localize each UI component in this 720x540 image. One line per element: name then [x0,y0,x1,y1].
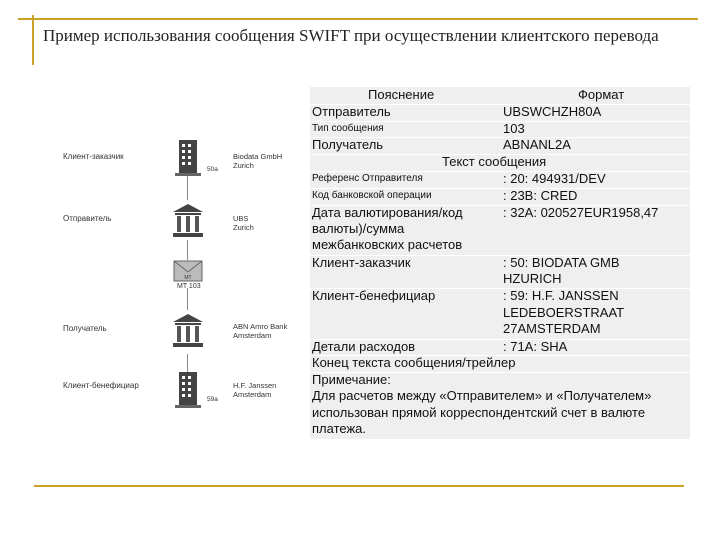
charges-value: : 71A: SHA [503,339,568,354]
bank-receiver: ABN Amro Bank Amsterdam [233,322,288,340]
note-label: Примечание: [312,372,391,387]
date-value: : 32A: 020527EUR1958,47 [503,205,659,220]
message-type-label: MT 103 [177,283,201,290]
receiver-value: ABNANL2A [503,137,571,152]
connector-line [187,176,188,200]
ref-value: : 20: 494931/DEV [503,171,606,186]
header-format: Формат [578,87,625,102]
bank-sender: UBS Zurich [233,214,254,232]
sender-value: UBSWCHZH80A [503,104,602,119]
benef-value: 27AMSTERDAM [503,321,601,336]
date-label: межбанковских расчетов [312,237,463,252]
role-receiver: Получатель [63,324,107,333]
envelope-icon [173,260,203,284]
note-text: Для расчетов между «Отправителем» и «Получателем» [312,388,652,403]
text-header: Текст сообщения [442,154,547,169]
note-text: использован прямой корреспондентский счет в валюте [312,405,646,420]
role-beneficiary: Клиент-бенефициар [63,381,139,390]
envelope-label: MT [184,275,192,281]
op-value: : 23B: CRED [503,188,578,203]
benef-value: : 59: H.F. JANSSEN [503,288,619,303]
role-client: Клиент-заказчик [63,152,124,161]
role-sender: Отправитель [63,214,112,223]
building-icon [173,136,205,178]
field-number: 59a [207,396,218,403]
op-label: Код банковской операции [312,190,432,201]
client-value: : 50: BIODATA GMB [503,255,620,270]
client-value: HZURICH [503,271,562,286]
swift-message-table [310,87,690,439]
bottom-rule [34,485,684,487]
client-label: Клиент-заказчик [312,255,411,270]
bank-building-icon [171,202,205,240]
date-label: валюты)/сумма [312,221,405,236]
bank-client: Biodata GmbH Zurich [233,152,283,170]
ref-label: Референс Отправителя [312,173,423,184]
bank-building-icon [171,312,205,350]
top-rule [18,18,698,20]
swift-flow-diagram [55,128,300,413]
header-explanation: Пояснение [368,87,435,102]
slide-title: Пример использования сообщения SWIFT при осуществлении клиентского перевода [43,26,659,45]
sender-label: Отправитель [312,104,391,119]
type-value: 103 [503,121,525,136]
left-accent-rule [32,15,34,65]
note-text: платежа. [312,421,366,436]
receiver-label: Получатель [312,137,384,152]
connector-line [187,288,188,310]
benef-value: LEDEBOERSTRAAT [503,305,625,320]
charges-label: Детали расходов [312,339,416,354]
building-icon [173,368,205,410]
benef-label: Клиент-бенефициар [312,288,436,303]
connector-line [187,240,188,260]
bank-beneficiary: H.F. Janssen Amsterdam [233,381,277,399]
date-label: Дата валютирования/код [312,205,463,220]
end-label: Конец текста сообщения/трейлер [312,355,516,370]
type-label: Тип сообщения [312,123,384,134]
field-number: 50a [207,166,218,173]
